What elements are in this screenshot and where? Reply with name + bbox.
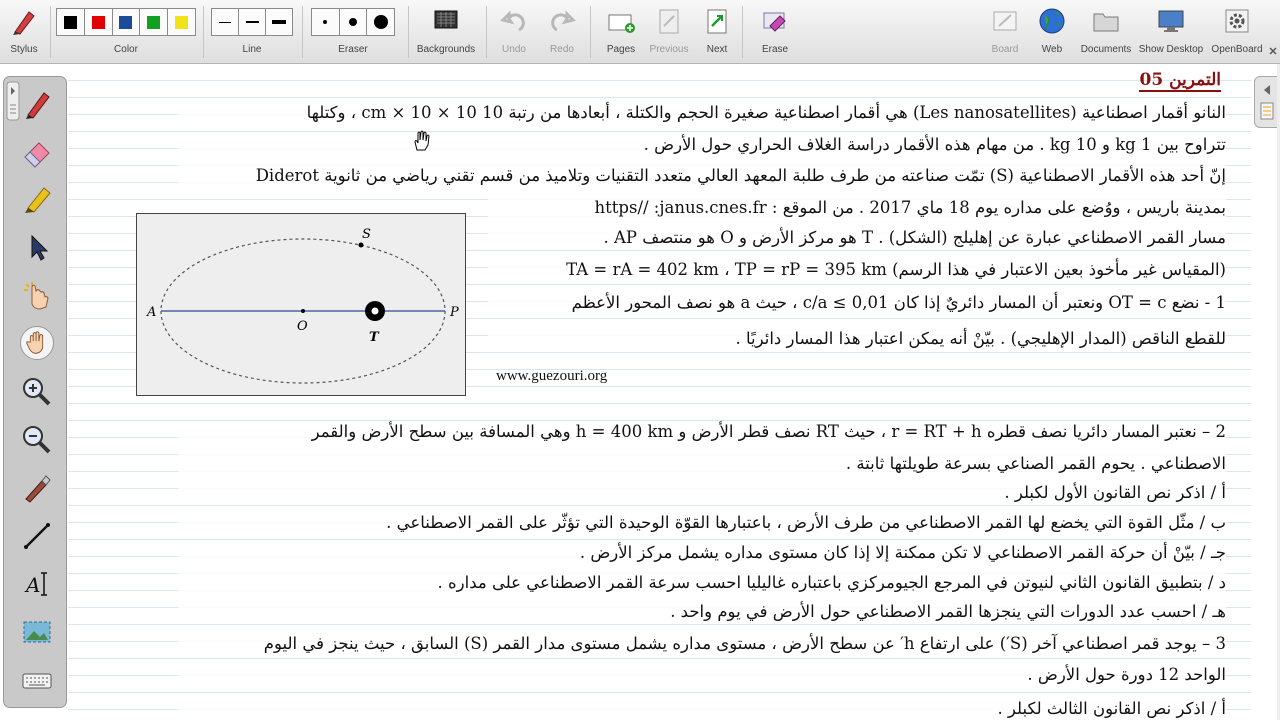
point-s-label: S	[362, 227, 371, 242]
eraser-icon[interactable]	[20, 135, 54, 169]
text-line-5: مسار القمر الاصطناعي عبارة عن إهليلج (الشكل) . T هو مركز الأرض و O هو منتصف AP .	[488, 227, 1226, 249]
erase-icon	[760, 6, 790, 36]
next-page-icon	[702, 6, 732, 36]
text-line-16: 3 – يوجد قمر اصطناعي آخر (S′) على ارتفاع h′ عن سطح الأرض ، مستوى مداره يشمل مستوى مدار القمر (S) السابق ، حيث ينجز في اليوم	[178, 633, 1226, 655]
right-panel-icon	[1255, 77, 1279, 127]
monitor-icon	[1156, 6, 1186, 36]
highlighter-icon[interactable]	[20, 182, 54, 216]
point-a-label: A	[147, 305, 157, 320]
backgrounds-label: Backgrounds	[416, 44, 476, 55]
text-line-7: 1 - نضع OT = c ونعتبر أن المسار دائريٌ إذا كان c/a ≤ 0,01 ، حيث a هو نصف المحور الأعظم	[488, 292, 1226, 314]
svg-text:A: A	[26, 573, 41, 597]
orbit-figure	[136, 213, 466, 396]
board-label: Board	[991, 44, 1019, 55]
zoom-in-icon[interactable]	[20, 375, 54, 409]
text-line-1: النانو أقمار اصطناعية (Les nanosatellites) هي أقمار اصطناعية صغيرة الحجم والكتلة ، أبعادها من رتبة 10 cm × 10 × 10 ، وكتلها	[178, 102, 1226, 124]
text-line-13: جـ / بيّنْ أن حركة القمر الاصطناعي لا تكن ممكنة إلا إذا كان مستوى مداره يشمل مركز الأرض .	[178, 542, 1226, 564]
collapse-tab-icon[interactable]	[6, 81, 20, 121]
openboard-label: OpenBoard	[1211, 44, 1263, 55]
laser-pointer-icon[interactable]	[20, 278, 54, 312]
text-line-4: بمدينة باريس ، ووُضع على مداره يوم 18 ماي 2017 . من الموقع : https// :janus.cnes.fr	[488, 197, 1226, 219]
line-tool-icon[interactable]	[20, 519, 54, 553]
text-line-10: الاصطناعي . يحوم القمر الصناعي بسرعة طويلتها ثابتة .	[178, 453, 1226, 475]
text-line-8: للقطع الناقص (المدار الإهليجي) . بيّنْ أنه يمكن اعتبار هذا المسار دائريًا .	[488, 328, 1226, 350]
undo-label: Undo	[502, 44, 526, 55]
next-label: Next	[706, 44, 728, 55]
documents-button[interactable]	[1078, 0, 1134, 64]
add-page-icon	[606, 6, 636, 36]
pages-label: Pages	[606, 44, 636, 55]
redo-icon	[547, 6, 577, 36]
previous-label: Previous	[649, 44, 689, 55]
documents-label: Documents	[1080, 44, 1132, 55]
toolbar-close-icon[interactable]	[1268, 46, 1278, 56]
point-t-label: T	[369, 330, 379, 345]
stylus-button[interactable]	[0, 0, 48, 64]
eraser-label: Eraser	[338, 44, 368, 55]
gear-icon	[1222, 6, 1252, 36]
openboard-button[interactable]	[1208, 0, 1266, 64]
text-line-17: الواحد 12 دورة حول الأرض .	[178, 664, 1226, 686]
board-icon	[990, 6, 1020, 36]
redo-label: Redo	[550, 44, 574, 55]
text-line-12: ب / مثّل القوة التي يخضع لها القمر الاصطناعي من طرف الأرض ، باعتبارها القوّة الوحيدة التي تؤثّر على القمر الاصطناعي .	[178, 512, 1226, 534]
pages-button[interactable]	[598, 0, 644, 64]
web-label: Web	[1041, 44, 1063, 55]
stylus-label: Stylus	[10, 44, 38, 55]
undo-icon	[499, 6, 529, 36]
capture-pen-icon[interactable]	[20, 471, 54, 505]
folder-icon	[1091, 6, 1121, 36]
next-page-button[interactable]	[694, 0, 740, 64]
text-line-18: أ / اذكر نص القانون الثالث لكبلر .	[178, 698, 1226, 720]
text-line-15: هـ / احسب عدد الدورات التي ينجزها القمر الاصطناعي حول الأرض في يوم واحد .	[178, 601, 1226, 623]
board-button[interactable]	[984, 0, 1026, 64]
previous-page-button[interactable]	[646, 0, 692, 64]
zoom-out-icon[interactable]	[20, 423, 54, 457]
show-desktop-button[interactable]	[1136, 0, 1206, 64]
hand-tool-button[interactable]	[20, 326, 54, 360]
point-p-label: P	[450, 305, 459, 320]
pen-icon[interactable]	[20, 87, 54, 121]
erase-label: Erase	[761, 44, 789, 55]
text-tool-icon[interactable]	[20, 567, 54, 601]
previous-page-icon	[654, 6, 684, 36]
pointer-icon[interactable]	[20, 230, 54, 264]
erase-button[interactable]	[752, 0, 798, 64]
text-line-11: أ / اذكر نص القانون الأول لكبلر .	[178, 482, 1226, 504]
undo-button[interactable]	[494, 0, 534, 64]
text-line-9: 2 – نعتبر المسار دائريا نصف قطره r = RT + h ، حيث RT نصف قطر الأرض و h = 400 km وهي المسافة بين سطح الأرض والقمر	[178, 421, 1226, 443]
keyboard-icon[interactable]	[20, 664, 54, 698]
left-toolbar	[3, 76, 67, 708]
color-label: Color	[114, 44, 138, 55]
hand-cursor-icon	[412, 130, 430, 152]
redo-button[interactable]	[542, 0, 582, 64]
exercise-title: التمرين 05	[1139, 70, 1221, 90]
show-desktop-label: Show Desktop	[1138, 44, 1204, 55]
text-line-3: إنّ أحد هذه الأقمار الاصطناعية (S) تمّت صناعته من طرف طلبة المعهد العالي متعدد التقنيات وتلاميذ من قسم تقني رياضي من ثانوية Diderot	[178, 165, 1226, 187]
backgrounds-button[interactable]	[412, 0, 480, 64]
stylus-icon	[9, 6, 39, 36]
hand-icon	[21, 327, 53, 359]
website-url: www.guezouri.org	[496, 368, 608, 384]
text-line-2: تتراوح بين 1 kg و 10 kg . من مهام هذه الأقمار دراسة الغلاف الحراري حول الأرض .	[178, 134, 1226, 156]
line-label: Line	[242, 44, 262, 55]
point-o-label: O	[297, 319, 308, 334]
text-line-14: د / بتطبيق القانون الثاني لنيوتن في المرجع الجيومركزي باعتباره غاليليا احسب سرعة القمر الاصطناعي على مداره .	[178, 572, 1226, 594]
web-button[interactable]	[1032, 0, 1072, 64]
board-page[interactable]	[68, 64, 1251, 720]
globe-icon	[1037, 6, 1067, 36]
main-toolbar	[0, 0, 1280, 64]
backgrounds-icon	[431, 6, 461, 36]
capture-area-icon[interactable]	[20, 616, 54, 650]
text-line-6: (المقياس غير مأخوذ بعين الاعتبار في هذا الرسم) TA = rA = 402 km ، TP = rP = 395 km	[488, 259, 1226, 281]
